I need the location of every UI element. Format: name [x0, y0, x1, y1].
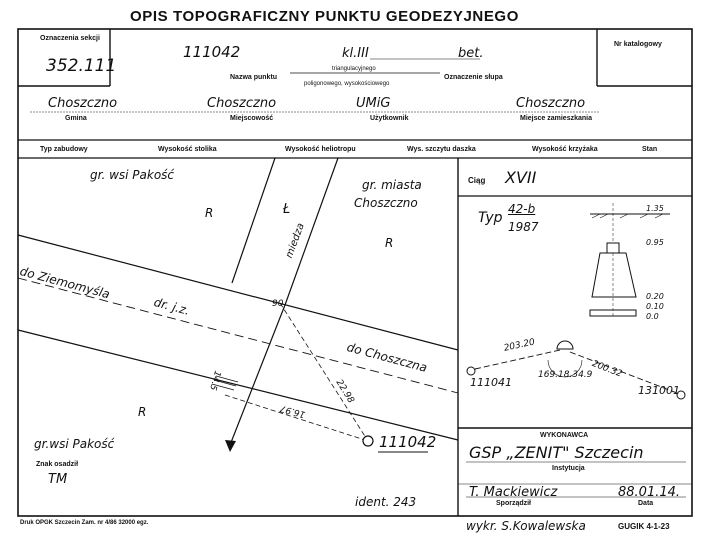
wykonawca-inst-label: Instytucja — [552, 465, 585, 472]
gmina-value: Choszczno — [48, 96, 118, 111]
data-label: Data — [638, 500, 654, 507]
wykonawca-company: GSP „ZENIT" Szczecin — [469, 443, 644, 462]
col-stan: Stan — [642, 146, 658, 153]
zamieszkanie-label: Miejsce zamieszkania — [520, 115, 592, 122]
map-r-top: R — [205, 206, 214, 220]
traverse-dist-left: 203.20 — [503, 337, 536, 354]
zamieszkanie-value: Choszczno — [516, 96, 586, 111]
col-wysokosc-stolika: Wysokość stolika — [158, 146, 217, 153]
class-value: kl.III — [342, 46, 369, 61]
col-wys-daszka: Wys. szczytu daszka — [407, 146, 476, 153]
map-dist-1445: 14.5 — [207, 369, 222, 392]
dim-010: 0.10 — [646, 302, 664, 311]
uzytkownik-label: Użytkownik — [370, 115, 409, 122]
map-choszczno: Choszczno — [354, 196, 418, 210]
miejscowosc-value: Choszczno — [207, 96, 277, 111]
ciag-value: XVII — [505, 168, 537, 187]
type-polyg: poligonowego, wysokościowego — [304, 81, 390, 87]
map-r-right: R — [385, 236, 394, 250]
wykr-signature: wykr. S.Kowalewska — [466, 519, 586, 533]
col-typ-zabudowy: Typ zabudowy — [40, 146, 88, 153]
map-gr-miasta: gr. miasta — [362, 178, 422, 192]
map-dist-1697: 16.97 — [279, 402, 307, 419]
col-wysokosc-heliotropu: Wysokość heliotropu — [285, 146, 356, 153]
map-l-mark: Ł — [283, 202, 291, 217]
traverse-angle: 169.18.34.9 — [538, 370, 593, 380]
post-value: bet. — [458, 46, 484, 61]
dim-00: 0.0 — [646, 312, 659, 321]
print-info: Druk OPGK Szczecin Zam. nr 4/86 32000 egz. — [20, 520, 149, 526]
catalog-label: Nr katalogowy — [614, 41, 662, 48]
post-label: Oznaczenie słupa — [444, 74, 503, 81]
traverse-dist-right: 200.32 — [590, 359, 624, 380]
miejscowosc-label: Miejscowość — [230, 115, 274, 122]
point-number: 111042 — [183, 43, 241, 61]
wykonawca-date: 88.01.14. — [618, 485, 681, 500]
typ-number: 42-b — [508, 202, 536, 216]
typ-label: Typ — [478, 210, 503, 226]
section-value: 352.111 — [46, 56, 117, 76]
ciag-label: Ciąg — [468, 176, 486, 185]
typ-year: 1987 — [508, 220, 539, 234]
map-dr-jz: dr. j.z. — [152, 295, 192, 318]
map-dist-90: 90 — [272, 299, 284, 309]
znak-value: TM — [48, 472, 68, 487]
sporzadzil-label: Sporządził — [496, 500, 532, 507]
uzytkownik-value: UMiG — [356, 96, 391, 111]
section-label: Oznaczenia sekcji — [40, 35, 100, 42]
col-wysokosc-krzyzaka: Wysokość krzyżaka — [532, 146, 598, 153]
map-point-label: 111042 — [379, 433, 437, 451]
ident-value: ident. 243 — [355, 495, 417, 509]
map-do-choszczna: do Choszczna — [345, 340, 429, 375]
name-label: Nazwa punktu — [230, 74, 278, 81]
map-do-ziemomysla: do Ziemomyśla — [18, 264, 112, 302]
map-r-bottom: R — [138, 405, 147, 419]
map-dist-2298: 22.98 — [333, 378, 356, 406]
map-gr-wsi-bottom: gr.wsi Pakość — [34, 437, 115, 451]
dim-020: 0.20 — [646, 292, 664, 301]
znak-label: Znak osadził — [36, 461, 79, 468]
map-miedza: miedza — [284, 221, 307, 260]
form-code: GUGIK 4-1-23 — [618, 522, 670, 531]
wykonawca-header: WYKONAWCA — [540, 432, 589, 439]
gmina-label: Gmina — [65, 115, 87, 122]
traverse-left-point: 111041 — [470, 376, 512, 389]
dim-135: 1.35 — [646, 204, 664, 213]
form-title: OPIS TOPOGRAFICZNY PUNKTU GEODEZYJNEGO — [130, 8, 519, 25]
map-gr-wsi-top: gr. wsi Pakość — [90, 168, 175, 182]
traverse-right-point: 131001 — [638, 384, 680, 397]
dim-095: 0.95 — [646, 238, 664, 247]
wykonawca-person: T. Mackiewicz — [469, 485, 558, 500]
type-triang: triangulacyjnego — [332, 66, 376, 72]
